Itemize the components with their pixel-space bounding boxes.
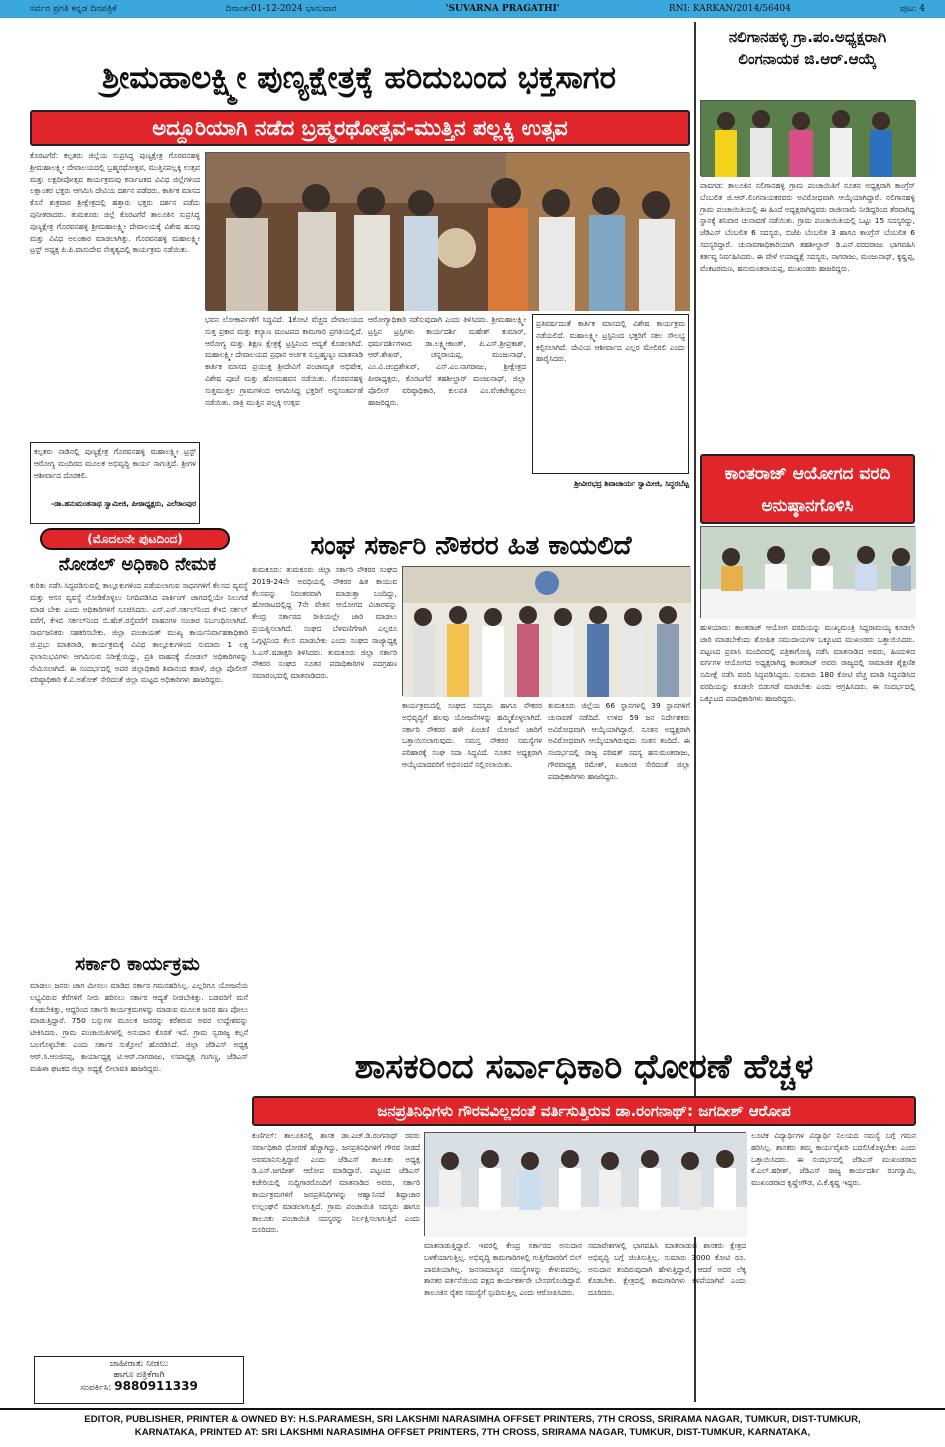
press-meet-photo	[701, 527, 916, 619]
masthead-paper-name: 'SUVARNA PRAGATHI'	[445, 4, 560, 14]
advert-contact-label: ಸಂಪರ್ಕಿಸಿ:	[80, 1383, 112, 1393]
side2-text: ಹುಳಿಯಾರು: ಕಾಂತರಾಜ್ ಆಯೋಗ ವರದಿಯನ್ನು ಮುಖ್ಯಮಂತ್ರಿ ಸಿದ್ದರಾಮಯ್ಯ ಕೂಡಲೇ ಜಾರಿ ಮಾಡಬೇಕೆಂದು ಶೋಷಿತ ಸಮುದಾಯಗಳ ಒಕ್ಕೂಟದ ಮುಖಂಡರು ಒತ್ತಾಯಿಸಿದರು. ಪಟ್ಟಣದ ಪ್ರವಾಸಿ ಮಂದಿರದಲ್ಲಿ ಪತ್ರಿಕಾಗೋಷ್ಠಿ ನಡೆಸಿ ಮಾತನಾಡಿದ ಅವರು, ಹಿಂದುಳಿದ ವರ್ಗಗಳ ಆಯೋಗದ ಅಧ್ಯಕ್ಷರಾಗಿದ್ದ ಕಾಂತರಾಜ್ ಅವರು ರಾಜ್ಯದಲ್ಲಿ ಸಾಮಾಜಿಕ ಶೈಕ್ಷಣಿಕ ಸಮೀಕ್ಷೆ ನಡೆಸಿ ವರದಿ ಸಿದ್ಧಪಡಿಸಿದ್ದರು. ಸುಮಾರು 180 ಕೋಟಿ ವೆಚ್ಚ ಮಾಡಿ ಸಿದ್ಧಪಡಿಸಿದ ವರದಿಯನ್ನು ಕೂಡಲೇ ಬಿಡುಗಡೆ ಮಾಡಬೇಕು ಎಂದು ಆಗ್ರಹಿಸಿದರು. ಈ ಸಂದರ್ಭದಲ್ಲಿ ಒಕ್ಕೂಟದ ಪದಾಧಿಕಾರಿಗಳು ಹಾಜರಿದ್ದರು.	[700, 623, 918, 703]
side2-photo	[700, 526, 915, 618]
nodal-headline: ನೋಡಲ್ ಅಧಿಕಾರಿ ನೇಮಕ	[58, 554, 217, 575]
masthead-page-number: ಪುಟ: 4	[900, 4, 925, 14]
press-conference-photo	[425, 1133, 747, 1237]
continued-label: (ಮೊದಲನೇ ಪುಟದಿಂದ)	[40, 528, 230, 550]
story1-photo	[205, 152, 689, 310]
imprint-line-2: KARNATAKA, PRINTED AT: SRI LAKSHMI NARASIMHA OFFSET PRINTERS, 7TH CROSS, SRIRAMA NAGAR, TUMKUR, DIST-TUMKUR, KARNATAKA,	[134, 1427, 811, 1438]
imprint-line-1: EDITOR, PUBLISHER, PRINTER & OWNED BY: H.S.PARAMESH, SRI LAKSHMI NARASIMHA OFFSET PRINTERS, 7TH CROSS, SRIRAMA NAGAR, TUMKUR, DIST-TUMKUR,	[84, 1414, 861, 1425]
sangha-column-1: ತುಮಕೂರು: ತುಮಕೂರು ಜಿಲ್ಲಾ ಸರ್ಕಾರಿ ನೌಕರರ ಸಂಘದ 2019-24ನೇ ಅವಧಿಯಲ್ಲಿ ನೌಕರರ ಹಿತ ಕಾಯುವ ಕೆಲಸವನ್ನು ನಿರಂತರವಾಗಿ ಮಾಡುತ್ತಾ ಬಂದಿದ್ದು, ಹೋರಾಟದಲ್ಲಿದ್ದ 7ನೇ ವೇತನ ಆಯೋಗದ ವಿಚಾರವನ್ನು ಕೇಂದ್ರ ಸರ್ಕಾರದ ರೀತಿಯಲ್ಲೇ ಜಾರಿ ಮಾಡಲು ಪ್ರಯತ್ನಿಸಲಾಗಿದೆ. ಸಂಘದ ಬೆಳವಣಿಗೆಗಾಗಿ ಎಲ್ಲರೂ ಒಗ್ಗಟ್ಟಿನಿಂದ ಕೆಲಸ ಮಾಡಬೇಕು ಎಂದು ಸಂಘದ ರಾಜ್ಯಾಧ್ಯಕ್ಷ ಸಿ.ಎಸ್.ಷಡಾಕ್ಷರಿ ತಿಳಿಸಿದರು. ತುಮಕೂರು ಜಿಲ್ಲಾ ಸರ್ಕಾರಿ ನೌಕರರ ಸಂಘದ ನೂತನ ಪದಾಧಿಕಾರಿಗಳ ಪದಗ್ರಹಣ ಸಮಾರಂಭದಲ್ಲಿ ಮಾತನಾಡಿದರು.	[252, 565, 400, 681]
story4-subhead: ಜನಪ್ರತಿನಿಧಿಗಳು ಗೌರವವಿಲ್ಲದಂತೆ ವರ್ತಿಸುತ್ತಿರುವ ಡಾ.ರಂಗನಾಥ್: ಜಗದೀಶ್ ಆರೋಪ	[252, 1096, 916, 1126]
sangha-column-2: ಕಾರ್ಯಕ್ರಮದಲ್ಲಿ ಸಂಘದ ಸದಸ್ಯರು ಹಾಗೂ ನೌಕರರ ಅಭಿವೃದ್ಧಿಗೆ ಹಲವು ಯೋಜನೆಗಳನ್ನು ಹಮ್ಮಿಕೊಳ್ಳಲಾಗಿದೆ. ಸರ್ಕಾರಿ ನೌಕರರ ಹಳೇ ಪಿಂಚಣಿ ಯೋಜನೆ ಜಾರಿಗೆ ಒತ್ತಾಯಿಸಲಾಗುವುದು. ಸಮಸ್ತ ನೌಕರರ ಸಮಸ್ಯೆಗಳ ಪರಿಹಾರಕ್ಕೆ ಸಂಘ ಸದಾ ಸಿದ್ಧವಿದೆ. ನೂತನ ಅಧ್ಯಕ್ಷರಾಗಿ ಆಯ್ಕೆಯಾದವರಿಗೆ ಅಭಿನಂದನೆ ಸಲ್ಲಿಸಲಾಯಿತು.	[402, 701, 545, 769]
govt-headline: ಸರ್ಕಾರಿ ಕಾರ್ಯಕ್ರಮ	[75, 953, 200, 975]
story1-column-2: ಭವನ ಲೋಕಾರ್ಪಣೆಗೆ ಸಿದ್ಧವಿದೆ. 1ಕೋಟಿ ವೆಚ್ಚದ ದೇವಾಲಯದ ಸುತ್ತ ಪ್ರಕಾರ ಮತ್ತು ಕಲ್ಯಾಣ ಮಂಟಪದ ಕಾಮಗಾರಿ ಪ್ರಗತಿಯಲ್ಲಿದೆ. ಆರೋಗ್ಯ ಮತ್ತು ಶಿಕ್ಷಣ ಕ್ಷೇತ್ರಕ್ಕೆ ಟ್ರಸ್ಟಿನಿಂದ ಆದ್ಯತೆ ಕೊಡಲಾಗಿದೆ. ಮಹಾಲಕ್ಷ್ಮೀ ದೇವಾಲಯದ ಪ್ರಧಾನ ಅರ್ಚಕ ಸುಬ್ರಹ್ಮಣ್ಯಂ ಮಾತನಾಡಿ ಕಾರ್ತಿಕ ಮಾಸದ ಪ್ರಯುಕ್ತ ಶ್ರೀದೇವಿಗೆ ಪಂಚಾಮೃತ ಅಭಿಷೇಕ, ವಿಶೇಷ ಪೂಜೆ ಮತ್ತು ಹೋಮಹವನ ನಡೆಯಿತು. ಗೊರವನಹಳ್ಳಿ ಸುತ್ತಮುತ್ತಲ ಗ್ರಾಮಗಳಿಂದ ಆಗಮಿಸಿದ್ದ ಭಕ್ತರಿಗೆ ಅನ್ನಸಂತರ್ಪಣೆ ನಡೆಯಿತು. ರಾತ್ರಿ ಮುತ್ತಿನ ಪಲ್ಲಕ್ಕಿ ಉತ್ಸವ	[205, 315, 366, 407]
story1-quote-author: ಶ್ರೀವೀರಭದ್ರ ಶಿವಾಚಾರ್ಯ ಸ್ವಾಮೀಜಿ, ಸಿದ್ಧರಬೆಟ್ಟ	[574, 479, 689, 488]
imprint-footer	[0, 1408, 945, 1447]
story4-column-2: ಮಾತನಾಡುತ್ತಿದ್ದಾರೆ. ಇವರಲ್ಲಿ ಕೇಂದ್ರ ಸರ್ಕಾರದ ಅನುದಾನ ಬಳಕೆಯಾಗುತ್ತಿಲ್ಲ. ಅಭಿವೃದ್ಧಿ ಕಾಮಗಾರಿಗಳಲ್ಲಿ ಗುತ್ತಿಗೆದಾರರಿಗೆ ಬಿಲ್ ಪಾವತಿಯಾಗಿಲ್ಲ. ಜನಸಾಮಾನ್ಯರ ಸಮಸ್ಯೆಗಳನ್ನು ಕೇಳುವವರಿಲ್ಲ. ಶಾಸಕರ ವರ್ತನೆಯಿಂದ ಪಕ್ಷದ ಕಾರ್ಯಕರ್ತರೇ ಬೇಸರಗೊಂಡಿದ್ದಾರೆ. ತಾಲೂಕಿನ ರೈತರ ಸಮಸ್ಯೆಗೆ ಸ್ಪಂದಿಸುತ್ತಿಲ್ಲ ಎಂದು ಆರೋಪಿಸಿದರು.	[424, 1241, 585, 1298]
temple-ceremony-photo	[206, 153, 690, 311]
side1-headline: ನಲಿಗಾನಹಳ್ಳಿ ಗ್ರಾ.ಪಂ.ಅಧ್ಯಕ್ಷರಾಗಿ ಲಿಂಗನಾಯಕ ಜಿ.ಆರ್.ಆಯ್ಕೆ	[728, 28, 887, 68]
advert-line-1: ಜಾಹೀರಾತು ನೀಡಲು	[109, 1359, 169, 1369]
masthead-date: ದಿನಾಂಕ:01-12-2024 ಭಾನುವಾರ	[225, 4, 337, 14]
story1-column-4: ಪ್ರತಿವರ್ಷದಂತೆ ಕಾರ್ತಿಕ ಮಾಸದಲ್ಲಿ ವಿಶೇಷ ಕಾರ್ಯಕ್ರಮ ನಡೆಯಲಿದೆ. ಮಹಾಲಕ್ಷ್ಮೀ ಟ್ರಸ್ಟಿನಿಂದ ಭಕ್ತರಿಗೆ ಸಕಲ ಸೌಲಭ್ಯ ಕಲ್ಪಿಸಲಾಗಿದೆ. ದೇವಿಯ ಆಶೀರ್ವಾದ ಎಲ್ಲರ ಮೇಲಿರಲಿ ಎಂದು ಹಾರೈಸಿದರು.	[532, 314, 689, 474]
sangha-column-3: ತುಮಕೂರು ಜಿಲ್ಲೆಯ 66 ಸ್ಥಾನಗಳಲ್ಲಿ 39 ಸ್ಥಾನಗಳಿಗೆ ಚುನಾವಣೆ ನಡೆದಿದೆ. ಉಳಿದ 59 ಜನ ನಿರ್ದೇಶಕರು ಅವಿರೋಧವಾಗಿ ಆಯ್ಕೆಯಾಗಿದ್ದಾರೆ. ನೂತನ ಅಧ್ಯಕ್ಷರಾಗಿ ಅವಿರೋಧವಾಗಿ ಆಯ್ಕೆಯಾಗಿರುವುದು ಸಂತಸ ತಂದಿದೆ. ಈ ಸಂದರ್ಭದಲ್ಲಿ ರಾಜ್ಯ ಪರಿಷತ್ ಸದಸ್ಯ ಹನುಮಂತರಾಜು, ಗೌರವಾಧ್ಯಕ್ಷ ರಮೇಶ್, ಖಜಾಂಚಿ ಸೇರಿದಂತೆ ಜಿಲ್ಲಾ ಪದಾಧಿಕಾರಿಗಳು ಹಾಜರಿದ್ದರು.	[548, 701, 693, 781]
story1-column-1: ಕೊರಟಗೆರೆ: ಕಲ್ಪತರು ಜಿಲ್ಲೆಯ ಸುಪ್ರಸಿದ್ಧ ಪುಣ್ಯಕ್ಷೇತ್ರ ಗೊರವನಹಳ್ಳಿ ಶ್ರೀಮಹಾಲಕ್ಷ್ಮೀ ದೇವಾಲಯದಲ್ಲಿ ಬ್ರಹ್ಮರಥೋತ್ಸವ, ಮುತ್ತಿನಪಲ್ಲಕ್ಕಿ ಉತ್ಸವ ಮತ್ತು ಲಕ್ಷದೀಪೋತ್ಸವ ಕಾರ್ಯಕ್ರಮವು ಕರ್ನಾಟಕದ ವಿವಿಧ ಜಿಲ್ಲೆಗಳಿಂದ ಲಕ್ಷಾಂತರ ಭಕ್ತರು ಆಗಮಿಸಿ ದೇವಿಯ ದರ್ಶನ ಪಡೆದರು. ಕಾರ್ತಿಕ ಮಾಸದ ಕೊನೆ ಶುಕ್ರವಾರ ಶ್ರೀಕ್ಷೇತ್ರದಲ್ಲಿ ಹತ್ತಾರು ಭಕ್ತರು ದರ್ಶನ ಪಡೆದು ಪುನೀತರಾದರು. ತುಮಕೂರು ಜಿಲ್ಲೆ ಕೊರಟಗೆರೆ ತಾಲೂಕಿನ ಸುಪ್ರಸಿದ್ಧ ಪುಣ್ಯಕ್ಷೇತ್ರ ಗೊರವನಹಳ್ಳಿ ಶ್ರೀಮಹಾಲಕ್ಷ್ಮೀ ದೇವಾಲಯಕ್ಕೆ ವಿಶೇಷ ಹೂವು ಮತ್ತು ವಿವಿಧ ಅಲಂಕಾರ ಮಾಡಲಾಗಿತ್ತು. ಗೊರವನಹಳ್ಳಿ ಮಹಾಲಕ್ಷ್ಮೀ ಟ್ರಸ್ಟ್ ಅಧ್ಯಕ್ಷ ಪಿ.ಪಿ.ವಾಸುದೇವ ನೇತೃತ್ವದಲ್ಲಿ ಕಾರ್ಯಕ್ರಮ ನಡೆಯಿತು.	[30, 151, 203, 255]
govt-text: ಮಾಡಲು ಜನರು ಜಾಗ ಮೀಸಲು ಮಾಡಿದ ಸರ್ಕಾರ ಗಮನಹರಿಸಿಲ್ಲ. ಎಲ್ಲರಿಗೂ ಯೋಜನೆಯ ಲಭ್ಯವಿರುವ ಕೆರೆಗಳಿಗೆ ನೀರು ಹರಿಸಲು ಸರ್ಕಾರ ಆದ್ಯತೆ ನೀಡಬೇಕಿತ್ತು. ಬಡವರಿಗೆ ಮನೆ ಕೊಡಬೇಕಿತ್ತು, ಆದ್ದರಿಂದ ಸರ್ಕಾರಿ ಕಾರ್ಯಕ್ರಮಗಳನ್ನು ಮಾಡುವ ಮೂಲಕ ಜನರ ಹಣ ಪೋಲು ಮಾಡುತ್ತಿದ್ದಾರೆ. 750 ಬಸ್ಸುಗಳ ಮೂಲಕ ಜನರನ್ನು ಕರೆತರುವ ಅವರ ಉದ್ದೇಶವನ್ನು ಟೀಕಿಸಿದರು. ಗ್ರಾಮ ಪಂಚಾಯಿತಿಗಳಲ್ಲಿ ಅನುದಾನ ಕೊರತೆ ಇದೆ. ಗ್ರಾಮ ಸ್ವರಾಜ್ಯ ಕಲ್ಪನೆ ಬಲಗೊಳ್ಳಬೇಕು ಎಂದು ಸರ್ಕಾರ ಸುತ್ತೋಲೆ ಹೊರಡಿಸಿದೆ. ಜಿಲ್ಲಾ ಜೆಡಿಎಸ್ ಅಧ್ಯಕ್ಷ ಆರ್.ಸಿ.ಆಂಜಿನಪ್ಪ, ಕಾರ್ಯಾಧ್ಯಕ್ಷ ಟಿ.ಆರ್.ನಾಗರಾಜು, ಉಪಾಧ್ಯಕ್ಷ ಗಂಗಣ್ಣ, ಜೆಡಿಎಸ್ ಮಹಿಳಾ ಘಟಕದ ಜಿಲ್ಲಾ ಅಧ್ಯಕ್ಷೆ ಲೀಲಾವತಿ ಹಾಜರಿದ್ದರು.	[30, 981, 251, 1073]
masthead-tagline: ಸರ್ವರ ಪ್ರಗತಿ ಕನ್ನಡ ದಿನಪತ್ರಿಕೆ	[30, 4, 117, 14]
story1-box-sign: -ಡಾ.ಹನುಮಂತನಾಥ ಸ್ವಾಮೀಜಿ, ಪೀಠಾಧ್ಯಕ್ಷರು, ಎಲೆರಾಂಪುರ	[51, 499, 196, 508]
story4-column-4: ಲೂಟಿಕ ವಿದ್ಯಾರ್ಥಿಗಳ ವಿದ್ಯಾರ್ಥಿ ನಿಲಯದ ಸಮಸ್ಯೆ ಬಗ್ಗೆ ಗಮನ ಹರಿಸಿಲ್ಲ. ಶಾಸಕರು ತಮ್ಮ ಕಾರ್ಯವೈಖರಿ ಬದಲಿಸಿಕೊಳ್ಳಬೇಕು ಎಂದು ಒತ್ತಾಯಿಸಿದರು. ಈ ಸಂದರ್ಭದಲ್ಲಿ ಜೆಡಿಎಸ್ ಮುಖಂಡರಾದ ಕೆ.ಎಲ್.ಹರೀಶ್, ಜೆಡಿಎಸ್ ರಾಜ್ಯ ಕಾರ್ಯದರ್ಶಿ ರಂಗಸ್ವಾಮಿ, ಮುಖಂಡರಾದ ಕೃಷ್ಣೇಗೌಡ, ವಿ.ಕೆ.ಕೃಷ್ಣ ಇದ್ದರು.	[751, 1131, 919, 1188]
side1-text: ಪಾವಗಡ: ತಾಲೂಕಿನ ನಲಿಗಾನಹಳ್ಳಿ ಗ್ರಾಮ ಪಂಚಾಯಿತಿಗೆ ನೂತನ ಅಧ್ಯಕ್ಷರಾಗಿ ಕಾಂಗ್ರೆಸ್ ಬೆಂಬಲಿತ ಜಿ.ಆರ್.ಲಿಂಗನಾಯಕರವರು ಅವಿರೋಧವಾಗಿ ಆಯ್ಕೆಯಾಗಿದ್ದಾರೆ. ನಲಿಗಾನಹಳ್ಳಿ ಗ್ರಾಮ ಪಂಚಾಯಿತಿಯಲ್ಲಿ ಈ ಹಿಂದೆ ಅಧ್ಯಕ್ಷರಾಗಿದ್ದವರು ರಾಜೀನಾಮೆ ನೀಡಿದ್ದರಿಂದ ತೆರವಾಗಿದ್ದ ಸ್ಥಾನಕ್ಕೆ ಶನಿವಾರ ಚುನಾವಣೆ ನಡೆಯಿತು. ಗ್ರಾಮ ಪಂಚಾಯಿತಿಯಲ್ಲಿ ಒಟ್ಟು 15 ಸದಸ್ಯರಿದ್ದು, ಜೆಡಿಎಸ್ ಬೆಂಬಲಿತ 6 ಸದಸ್ಯರು, ಬಿಜೆಪಿ ಬೆಂಬಲಿತ 3 ಹಾಗೂ ಕಾಂಗ್ರೆಸ್ ಬೆಂಬಲಿತ 6 ಸದಸ್ಯರಿದ್ದಾರೆ. ಚುನಾವಣಾಧಿಕಾರಿಯಾಗಿ ತಹಶೀಲ್ದಾರ್ ಡಿ.ಎನ್.ವರದರಾಜು ಭಾಗವಹಿಸಿ ಕರ್ತವ್ಯ ನಿರ್ವಹಿಸಿದರು. ಈ ವೇಳೆ ಉಪಾಧ್ಯಕ್ಷೆ ಸದಸ್ಯರು, ನಾಗರಾಜು, ಮಂಜುನಾಥ್, ಕೃಷ್ಣಪ್ಪ, ವೆಂಕಟರಮಣ, ಹನುಮಂತರಾಯಪ್ಪ, ಮುಖಂಡರು ಹಾಜರಿದ್ದರು.	[700, 181, 918, 273]
sangha-headline: ಸಂಘ ಸರ್ಕಾರಿ ನೌಕರರ ಹಿತ ಕಾಯಲಿದೆ	[310, 531, 632, 561]
advert-contact	[35, 1381, 243, 1394]
story1-subhead: ಅದ್ದೂರಿಯಾಗಿ ನಡೆದ ಬ್ರಹ್ಮರಥೋತ್ಸವ-ಮುತ್ತಿನ ಪಲ್ಲಕ್ಕಿ ಉತ್ಸವ	[30, 110, 690, 146]
story4-photo	[424, 1132, 746, 1236]
story1-box-text: ಕಲ್ಪತರು ನಾಡಿನಲ್ಲಿ ಪುಣ್ಯಕ್ಷೇತ್ರ ಗೊರವನಹಳ್ಳಿ ಮಹಾಲಕ್ಷ್ಮೀ ಟ್ರಸ್ಟ್ ಆರೋಗ್ಯ ಮಂದಿರದ ಮೂಲಕ ಅಭಿವೃದ್ಧಿ ಕಾರ್ಯ ಸಾಗುತ್ತಿದೆ. ಶ್ರೀಗಳ ಆಶೀರ್ವಾದ ದೊರಕಲಿ.	[34, 447, 199, 480]
story1-headline: ಶ್ರೀಮಹಾಲಕ್ಷ್ಮೀ ಪುಣ್ಯಕ್ಷೇತ್ರಕ್ಕೆ ಹರಿದುಬಂದ ಭಕ್ತಸಾಗರ	[102, 60, 616, 96]
advert-phone: 9880911339	[114, 1379, 198, 1393]
sangha-photo	[402, 566, 690, 696]
advert-box	[34, 1356, 244, 1404]
masthead-rni: RNI: KARKAN/2014/56404	[668, 4, 791, 14]
masthead-bar	[0, 0, 945, 18]
side2-headline: ಕಾಂತರಾಜ್ ಆಯೋಗದ ವರದಿ ಅನುಷ್ಠಾನಗೊಳಿಸಿ	[700, 454, 915, 524]
garland-felicitation-photo	[701, 101, 916, 177]
advert-line-2: ಹಾಗೂ ಪತ್ರಿಕೆಗಾಗಿ	[113, 1370, 165, 1380]
story4-headline: ಶಾಸಕರಿಂದ ಸರ್ವಾಧಿಕಾರಿ ಧೋರಣೆ ಹೆಚ್ಚಳ	[354, 1047, 814, 1087]
nodal-text: ಕುರಿತು ನಡೆಸಿ ಸಿದ್ಧಪಡಿಸುವಲ್ಲಿ ತಾಲ್ಲೂಕುಗಳಿಂದ ಪಡೆಯಲಾಗುವ ಸಾಧನಗಳಿಗೆ ಕೆಲಸದ ವ್ಯವಸ್ಥೆ ಮತ್ತು ಆಸನ ವ್ಯವಸ್ಥೆ ನೋಡಿಕೊಳ್ಳಲು ನಿಗದಿಪಡಿಸಿದ ಪಾರ್ಕಿಂಗ್ ಜಾಗದಲ್ಲಿಯೇ ನಿಲುಗಡೆ ಮಾಡ ಬೇಕು ಎಂದು ಅಧಿಕಾರಿಗಳಿಗೆ ಸೂಚಿಸಿದರು. ಎಸ್.ಎಸ್.ಸರ್ಕಲ್‌ನಿಂದ ಕೆಇಬಿ ಸರ್ಕಲ್ ವರೆಗೆ, ಕೆಇಬಿ ಸರ್ಕಲ್‌ನಿಂದ ಬಿ.ಹೆಚ್.ರಸ್ತೆವರೆಗೆ ವಾಹನಗಳ ಸಂಚಾರ ನಿರ್ಬಂಧಿಸಲಾಗಿದೆ. ಸಾರ್ವಜನಿಕರು ಸಹಕರಿಸಬೇಕು. ಜಿಲ್ಲಾ ಪಂಚಾಯತ್ ಮುಖ್ಯ ಕಾರ್ಯನಿರ್ವಾಹಕಾಧಿಕಾರಿ ಜಿ.ಪ್ರಭು ಮಾತನಾಡಿ, ಕಾರ್ಯಕ್ರಮಕ್ಕೆ ವಿವಿಧ ತಾಲ್ಲೂಕುಗಳಿಂದ ಸುಮಾರು 1 ಲಕ್ಷ ಫಲಾನುಭವಿಗಳು ಆಗಮಿಸುವ ನಿರೀಕ್ಷೆಯಿದ್ದು, ಪ್ರತಿ ವಾಹನಕ್ಕೆ ನೋಡಲ್ ಅಧಿಕಾರಿಗಳನ್ನು ನೇಮಿಸಲಾಗಿದೆ. ಈ ಸಂದರ್ಭದಲ್ಲಿ ಅಪರ ಜಿಲ್ಲಾಧಿಕಾರಿ ಶಿವಾನಂದ ಕರಾಳೆ, ಜಿಲ್ಲಾ ಪೊಲೀಸ್ ವರಿಷ್ಠಾಧಿಕಾರಿ ಕೆ.ವಿ.ಅಶೋಕ್ ಸೇರಿದಂತೆ ಜಿಲ್ಲಾ ಮಟ್ಟದ ಅಧಿಕಾರಿಗಳು ಹಾಜರಿದ್ದರು.	[30, 581, 251, 685]
story4-column-3: ಸಮಾವೇಶಗಳಲ್ಲಿ ಭಾಗವಹಿಸಿ ಮಾತನಾಡುವ ಶಾಸಕರು ಕ್ಷೇತ್ರದ ಅಭಿವೃದ್ಧಿ ಬಗ್ಗೆ ಚಿಂತಿಸುತ್ತಿಲ್ಲ. ಸುಮಾರು 3000 ಕೋಟಿ ರೂ. ಅನುದಾನ ತಂದಿರುವುದಾಗಿ ಹೇಳುತ್ತಿದ್ದಾರೆ, ಆದರೆ ಅದರ ಲೆಕ್ಕ ಕೊಡಬೇಕು. ಕ್ಷೇತ್ರದಲ್ಲಿ ಕಾಮಗಾರಿಗಳು ಕಳಪೆಯಾಗಿವೆ ಎಂದು ದೂರಿದರು.	[588, 1241, 749, 1298]
side1-photo	[700, 100, 915, 176]
story1-column-3: ಆರೋಗ್ಯಾಧಿಕಾರಿ ನಡೆಸುವುದಾಗಿ ಎಂದು ತಿಳಿಸಿದರು. ಶ್ರೀಮಹಾಲಕ್ಷ್ಮೀ ಟ್ರಸ್ಟಿನ ಟ್ರಸ್ಟಿಗಳು ಕಾರ್ಯದರ್ಶಿ ಮಹೇಶ್ ಕುಮಾರ್, ಧರ್ಮದರ್ಶಿಗಳಾದ ಡಾ.ಲಕ್ಷ್ಮೀಕಾಂತ್, ಪಿ.ಎಸ್.ಶ್ರೀಪ್ರಕಾಶ್, ಆರ್.ಶೇಖರ್, ಚನ್ನರಾಯಪ್ಪ, ಮಂಜುನಾಥ್, ಎಂ.ವಿ.ಚಂದ್ರಶೇಖರ್, ಎಸ್.ಎಂ.ನಾಗರಾಜು, ಶ್ರೀಕ್ಷೇತ್ರದ ಪೀಠಾಧ್ಯಕ್ಷರು, ಕೊರಟಗೆರೆ ತಹಶೀಲ್ದಾರ್ ಮಂಜುನಾಥ್, ಜಿಲ್ಲಾ ಪೊಲೀಸ್ ವರಿಷ್ಠಾಧಿಕಾರಿ, ಕುಲಪತಿ ಎಂ.ವೆಂಕಟೇಶ್ವರಲು ಹಾಜರಿದ್ದರು.	[368, 315, 529, 407]
story4-column-1: ಕುಣಿಗಲ್: ತಾಲೂಕಿನಲ್ಲಿ ಶಾಸಕ ಡಾ.ಎಚ್.ಡಿ.ರಂಗನಾಥ್ ರವರು ಸರ್ವಾಧಿಕಾರಿ ಧೋರಣೆ ಹೆಚ್ಚಾಗಿದ್ದು, ಜನಪ್ರತಿನಿಧಿಗಳಿಗೆ ಗೌರವ ನೀಡದೆ ಅವಮಾನಿಸುತ್ತಿದ್ದಾರೆ ಎಂದು ಜೆಡಿಎಸ್ ತಾಲೂಕು ಅಧ್ಯಕ್ಷ ಡಿ.ಎಸ್.ಜಗದೀಶ್ ಆರೋಪ ಮಾಡಿದ್ದಾರೆ. ಪಟ್ಟಣದ ಜೆಡಿಎಸ್ ಕಚೇರಿಯಲ್ಲಿ ಸುದ್ದಿಗಾರರೊಂದಿಗೆ ಮಾತನಾಡಿದ ಅವರು, ಸರ್ಕಾರಿ ಕಾರ್ಯಕ್ರಮಗಳಿಗೆ ಜನಪ್ರತಿನಿಧಿಗಳನ್ನು ಆಹ್ವಾನಿಸದೆ ಶಿಷ್ಟಾಚಾರ ಉಲ್ಲಂಘನೆ ಮಾಡಲಾಗುತ್ತಿದೆ. ಗ್ರಾಮ ಪಂಚಾಯಿತಿ ಸದಸ್ಯರು ಹಾಗೂ ತಾಲೂಕು ಪಂಚಾಯಿತಿ ಸದಸ್ಯರನ್ನು ನಿರ್ಲಕ್ಷಿಸಲಾಗುತ್ತಿದೆ ಎಂದು ದೂರಿದರು.	[252, 1131, 423, 1235]
union-felicitation-photo	[403, 567, 691, 697]
story1-quote-box	[30, 442, 200, 524]
